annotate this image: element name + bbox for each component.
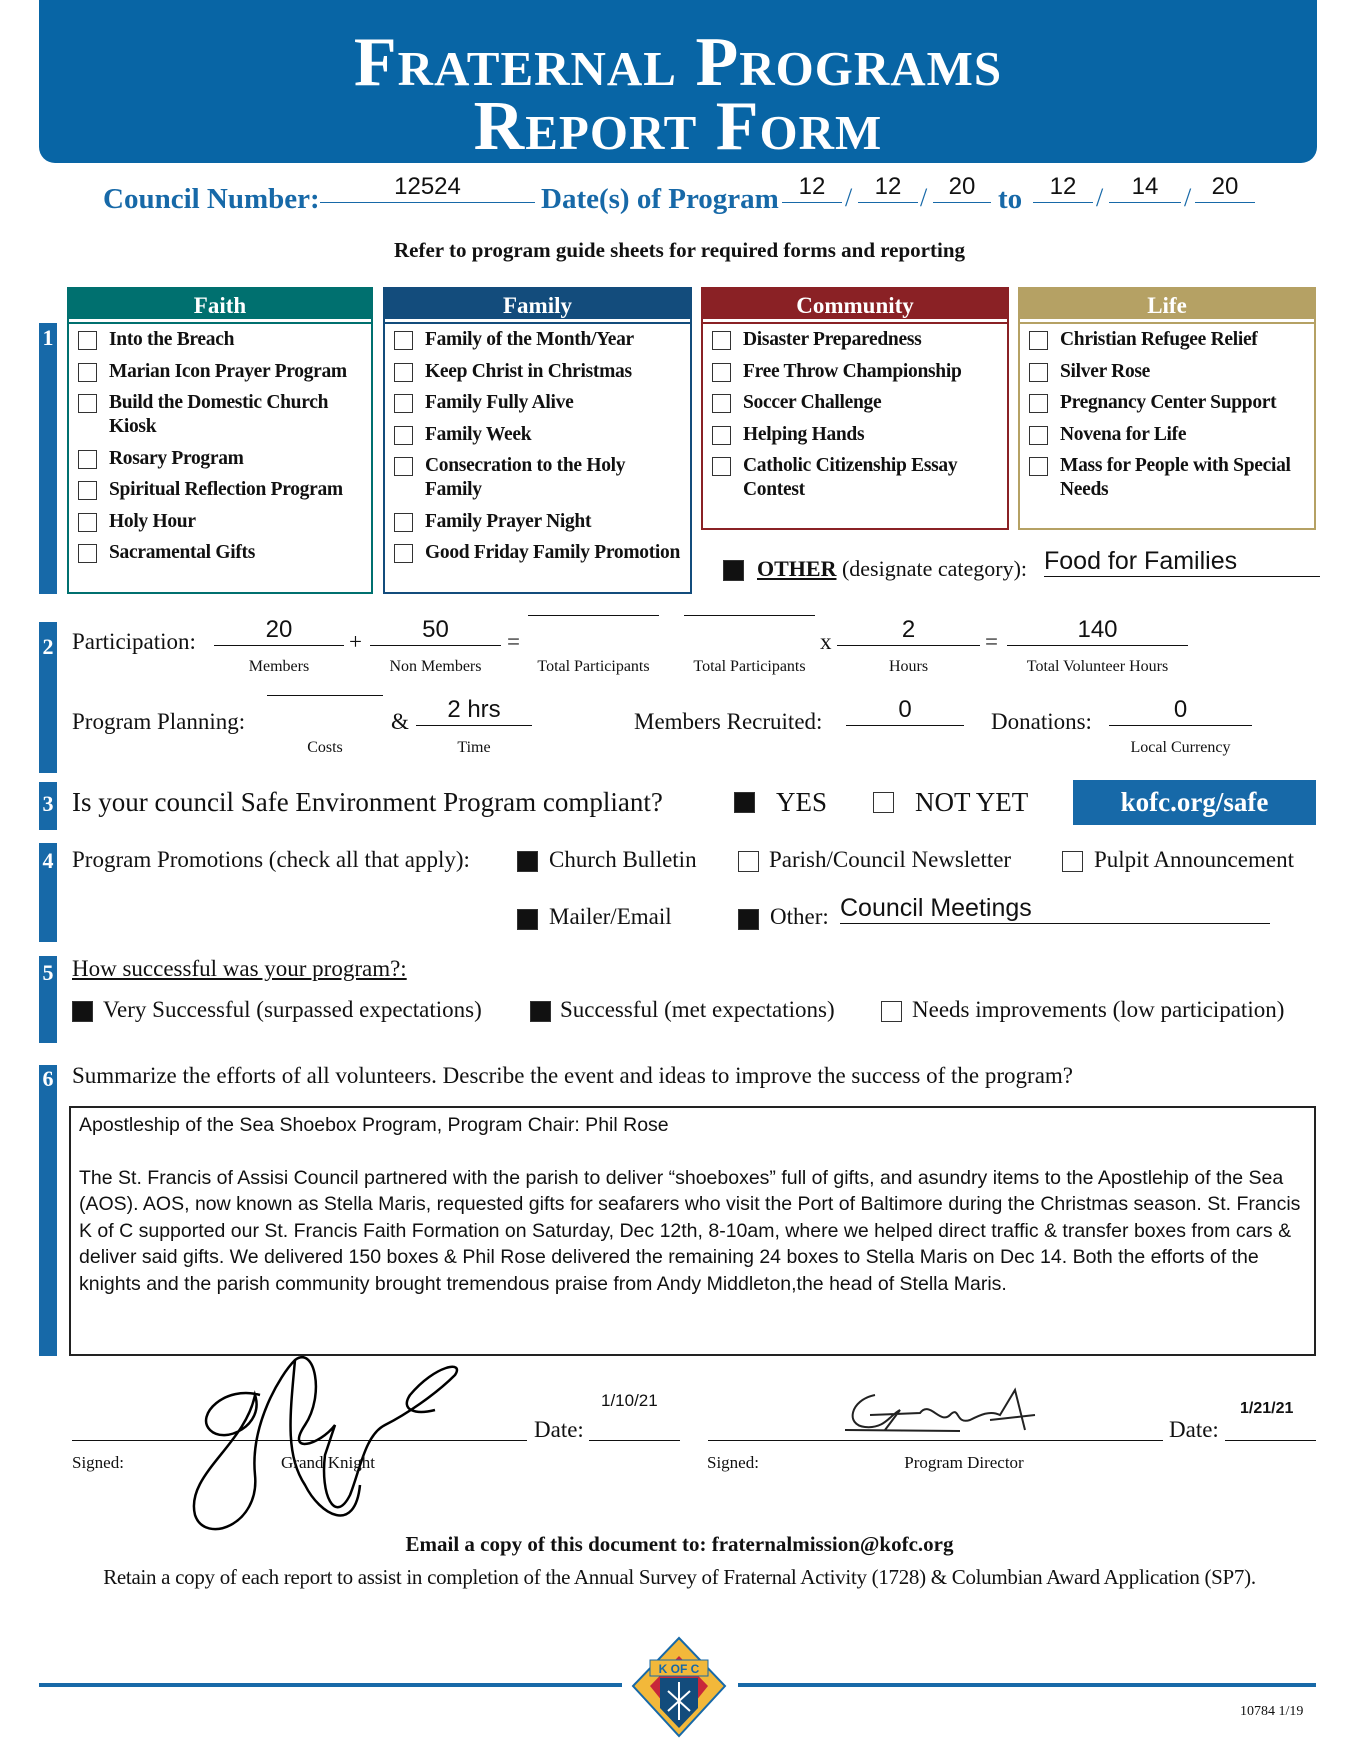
checkbox[interactable] [394, 394, 413, 413]
checklist-item-label: Build the Domestic Church Kiosk [109, 392, 329, 437]
checklist-item[interactable] [1060, 391, 1310, 415]
yes-checkbox[interactable] [734, 792, 755, 813]
checkbox[interactable] [394, 457, 413, 476]
other-promotion-field[interactable]: Council Meetings [840, 893, 1270, 924]
checklist-item-label: Family Prayer Night [425, 510, 592, 532]
time-field[interactable]: 2 hrs [416, 695, 532, 726]
checklist-item-label: Good Friday Family Promotion [425, 542, 681, 563]
category-items [703, 322, 1007, 502]
promotions-label: Program Promotions (check all that apply): [72, 847, 470, 872]
pd-date: 1/21/21 [1240, 1400, 1294, 1417]
grand-knight-signature [185, 1355, 475, 1540]
checkbox[interactable] [1029, 394, 1048, 413]
mailer-email-checkbox[interactable] [517, 909, 538, 930]
checklist-item[interactable] [425, 360, 686, 384]
non-members-caption: Non Members [389, 658, 482, 675]
checkbox[interactable] [78, 363, 97, 382]
category-faith [67, 287, 373, 594]
checkbox[interactable] [1029, 363, 1048, 382]
category-items [385, 322, 690, 565]
church-bulletin-checkbox[interactable] [517, 851, 538, 872]
date-label: Date: [1169, 1417, 1219, 1442]
checklist-item[interactable] [425, 454, 686, 502]
checklist-item[interactable] [425, 391, 686, 415]
checkbox[interactable] [1029, 426, 1048, 445]
kofc-safe-link[interactable]: kofc.org/safe [1073, 780, 1316, 825]
needs-improvement-checkbox[interactable] [881, 1001, 902, 1022]
date-separator: / [1184, 183, 1192, 212]
summary-textarea[interactable] [69, 1106, 1316, 1356]
checklist-item[interactable] [1060, 454, 1310, 502]
checkbox[interactable] [78, 513, 97, 532]
summary-body: The St. Francis of Assisi Council partnered with the parish to deliver “shoeboxes” full of gifts, and asundry items to the Apostlehip of the Sea (AOS). AOS, now known as Stella Maris, requested gifts for seafarers who visit the Port of Baltimore during the Christmas season. St. Francis K of C supported our St. Francis Faith Formation on Saturday, Dec 12th, 8-10am, where we helped direct traffic & transfer boxes from cars & deliver said gifts. We delivered 150 boxes & Phil Rose delivered the remaining 24 boxes to Stella Maris on Dec 14. Both the efforts of the knights and the parish community brought tremendous praise from Andy Middleton,the head of Stella Maris. [79, 1166, 1301, 1295]
checklist-item[interactable] [1060, 328, 1310, 352]
category-items [1020, 322, 1314, 502]
svg-text:K OF C: K OF C [658, 1662, 700, 1676]
checkbox[interactable] [78, 481, 97, 500]
section-4-marker: 4 [39, 843, 57, 942]
checklist-item[interactable] [109, 478, 367, 502]
footer-rule-left [39, 1683, 622, 1687]
gk-date: 1/10/21 [601, 1391, 658, 1410]
section-6-marker: 6 [39, 1065, 57, 1356]
category-header-family: Family [385, 289, 690, 322]
section-3-marker: 3 [39, 782, 57, 830]
section-5-marker: 5 [39, 956, 57, 1043]
checklist-item[interactable] [743, 454, 1003, 502]
checklist-item-label: Mass for People with Special Needs [1060, 455, 1291, 500]
category-header-life: Life [1020, 289, 1314, 322]
checklist-item[interactable] [109, 510, 367, 534]
summary-heading: Apostleship of the Sea Shoebox Program, Program Chair: Phil Rose [79, 1114, 669, 1136]
checkbox[interactable] [1029, 331, 1048, 350]
category-header-faith: Faith [69, 289, 371, 322]
checkbox[interactable] [712, 363, 731, 382]
date-separator: / [845, 183, 853, 212]
pulpit-checkbox[interactable] [1062, 851, 1083, 872]
checkbox[interactable] [78, 544, 97, 563]
pulpit-label: Pulpit Announcement [1094, 847, 1294, 872]
footer-rule-right [738, 1683, 1316, 1687]
checkbox[interactable] [712, 394, 731, 413]
hours-field[interactable]: 2 [837, 615, 980, 646]
very-successful-label: Very Successful (surpassed expectations) [103, 997, 482, 1022]
members-recruited-field[interactable]: 0 [846, 695, 964, 726]
checklist-item-label: Family Fully Alive [425, 392, 574, 413]
total-participants-field[interactable] [528, 615, 659, 616]
from-day[interactable]: 12 [858, 172, 918, 203]
checklist-item[interactable] [109, 541, 367, 565]
category-items [69, 322, 371, 565]
costs-caption: Costs [307, 739, 343, 756]
donations-label: Donations: [991, 709, 1092, 734]
checklist-item[interactable] [425, 541, 686, 565]
checklist-item[interactable] [109, 391, 367, 439]
date-label: Date: [534, 1417, 584, 1442]
checklist-item-label: Pregnancy Center Support [1060, 392, 1277, 413]
other-promotion-checkbox[interactable] [738, 909, 759, 930]
non-members-field[interactable]: 50 [370, 615, 501, 646]
to-month[interactable]: 12 [1033, 172, 1093, 203]
checkbox[interactable] [394, 426, 413, 445]
time-caption: Time [457, 739, 491, 756]
total-participants-caption-2: Total Participants [693, 658, 806, 675]
kofc-emblem-logo [628, 1636, 730, 1738]
members-recruited-label: Members Recruited: [634, 709, 823, 734]
mailer-email-label: Mailer/Email [549, 904, 672, 929]
checkbox[interactable] [78, 331, 97, 350]
not-yet-label: NOT YET [915, 787, 1029, 817]
other-label-rest: (designate category): [836, 556, 1028, 581]
successful-checkbox[interactable] [530, 1001, 551, 1022]
members-caption: Members [248, 658, 310, 675]
header-banner [39, 0, 1317, 163]
successful-label: Successful (met expectations) [560, 997, 835, 1022]
checklist-item[interactable] [743, 360, 1003, 384]
section-2-marker: 2 [39, 622, 57, 773]
checklist-item-label: Rosary Program [109, 447, 244, 469]
checkbox[interactable] [394, 513, 413, 532]
checklist-item[interactable] [1060, 423, 1310, 447]
other-category-field[interactable]: Food for Families [1044, 546, 1320, 577]
program-planning-label: Program Planning: [72, 709, 246, 734]
checklist-item[interactable] [425, 328, 686, 352]
currency-caption: Local Currency [1130, 739, 1231, 756]
gk-date-line[interactable] [589, 1411, 680, 1441]
grand-knight-caption: Grand Knight [281, 1453, 375, 1472]
participation-label: Participation: [72, 629, 196, 654]
checklist-item-label: Sacramental Gifts [109, 542, 255, 563]
success-question: How successful was your program?: [72, 956, 407, 981]
from-month[interactable]: 12 [782, 172, 842, 203]
newsletter-checkbox[interactable] [738, 851, 759, 872]
checklist-item[interactable] [743, 328, 1003, 352]
other-category-label [757, 556, 1027, 582]
donations-field[interactable]: 0 [1109, 695, 1252, 726]
checklist-item-label: Soccer Challenge [743, 392, 882, 413]
church-bulletin-label: Church Bulletin [549, 847, 697, 872]
volunteer-hours-field[interactable]: 140 [1007, 615, 1188, 646]
form-code: 10784 1/19 [1240, 1704, 1304, 1719]
not-yet-checkbox[interactable] [873, 792, 894, 813]
checklist-item-label: Family Week [425, 423, 532, 445]
category-family [383, 287, 692, 594]
program-director-signature [840, 1385, 1040, 1440]
category-life [1018, 287, 1316, 530]
checkbox[interactable] [712, 426, 731, 445]
checklist-item-label: Into the Breach [109, 329, 235, 350]
checklist-item[interactable] [743, 423, 1003, 447]
dates-label: Date(s) of Program [541, 183, 779, 215]
plus-sign: + [349, 629, 362, 654]
hours-caption: Hours [888, 658, 929, 675]
total-participants-field-2[interactable] [684, 615, 815, 616]
checklist-item-label: Helping Hands [743, 423, 865, 445]
to-day[interactable]: 14 [1109, 172, 1181, 203]
checkbox[interactable] [78, 450, 97, 469]
checklist-item[interactable] [109, 360, 367, 384]
checklist-item-label: Silver Rose [1060, 360, 1151, 382]
equals-sign: = [985, 629, 998, 654]
checklist-item-label: Spiritual Reflection Program [109, 479, 343, 500]
retain-instruction: Retain a copy of each report to assist in completion of the Annual Survey of Fraternal Activity (1728) & Columbian Award Application (SP7). [103, 1565, 1256, 1589]
yes-label: YES [776, 787, 828, 817]
council-number-field[interactable]: 12524 [320, 172, 535, 203]
newsletter-label: Parish/Council Newsletter [769, 847, 1012, 872]
signed-label: Signed: [72, 1453, 124, 1472]
title-line-2: Report Form [473, 88, 883, 165]
checkbox[interactable] [1029, 457, 1048, 476]
ampersand: & [391, 709, 409, 734]
from-year[interactable]: 20 [933, 172, 991, 203]
to-year[interactable]: 20 [1195, 172, 1255, 203]
checklist-item[interactable] [109, 328, 367, 352]
checklist-item-label: Holy Hour [109, 510, 196, 532]
checklist-item-label: Consecration to the Holy Family [425, 455, 626, 500]
summary-question: Summarize the efforts of all volunteers. Describe the event and ideas to improve the success of the program? [72, 1063, 1074, 1088]
checklist-item-label: Catholic Citizenship Essay Contest [743, 455, 958, 500]
checklist-item[interactable] [743, 391, 1003, 415]
program-director-signature-line[interactable] [708, 1440, 1163, 1441]
checklist-item[interactable] [109, 447, 367, 471]
checkbox[interactable] [394, 363, 413, 382]
needs-improvement-label: Needs improvements (low participation) [912, 997, 1285, 1022]
total-participants-caption: Total Participants [537, 658, 650, 675]
other-label-underlined: OTHER [757, 556, 837, 581]
times-sign: x [820, 629, 832, 654]
checklist-item-label: Keep Christ in Christmas [425, 360, 632, 382]
costs-field[interactable] [267, 695, 383, 696]
very-successful-checkbox[interactable] [72, 1001, 93, 1022]
date-separator: / [920, 183, 928, 212]
checklist-item-label: Christian Refugee Relief [1060, 329, 1258, 350]
equals-sign: = [507, 629, 520, 654]
checkbox[interactable] [712, 457, 731, 476]
checklist-item[interactable] [1060, 360, 1310, 384]
volunteer-hours-caption: Total Volunteer Hours [1026, 658, 1169, 675]
safe-environment-question: Is your council Safe Environment Program compliant? [72, 787, 663, 817]
section-1-marker: 1 [39, 323, 57, 594]
to-label: to [998, 183, 1023, 215]
checklist-item-label: Family of the Month/Year [425, 329, 634, 350]
checkbox[interactable] [712, 331, 731, 350]
email-instruction: Email a copy of this document to: fraternalmission@kofc.org [405, 1532, 954, 1556]
checklist-item-label: Novena for Life [1060, 423, 1187, 445]
category-header-community: Community [703, 289, 1007, 322]
checklist-item-label: Disaster Preparedness [743, 329, 922, 350]
checkbox[interactable] [78, 394, 97, 413]
checkbox[interactable] [394, 544, 413, 563]
checkbox[interactable] [394, 331, 413, 350]
other-category-checkbox[interactable] [723, 560, 744, 581]
program-director-caption: Program Director [904, 1453, 1024, 1472]
category-community [701, 287, 1009, 530]
checklist-item-label: Free Throw Championship [743, 360, 962, 382]
other-promotion-label: Other: [770, 904, 829, 929]
checklist-item[interactable] [425, 423, 686, 447]
council-number-label: Council Number: [103, 183, 320, 215]
date-separator: / [1096, 183, 1104, 212]
refer-note: Refer to program guide sheets for required forms and reporting [393, 238, 966, 262]
checklist-item-label: Marian Icon Prayer Program [109, 360, 347, 382]
checklist-item[interactable] [425, 510, 686, 534]
title-line-1: Fraternal Programs [353, 24, 1003, 101]
members-field[interactable]: 20 [214, 615, 344, 646]
signed-label: Signed: [707, 1453, 759, 1472]
